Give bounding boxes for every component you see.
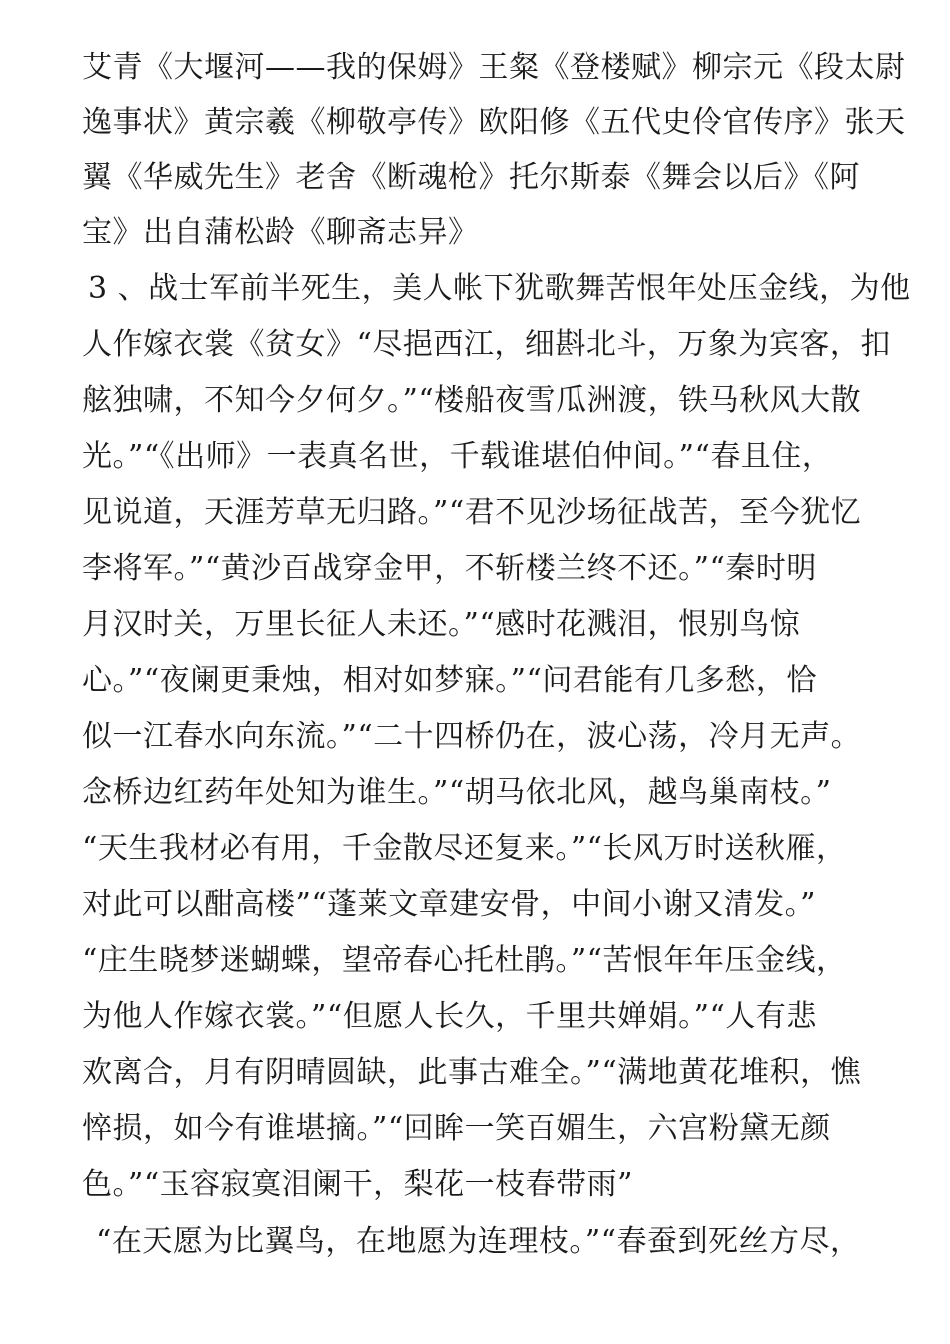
text-line-1: 艾青《大堰河——我的保姆》王粲《登楼赋》柳宗元《段太尉 — [82, 50, 906, 85]
text-line-15: “天生我材必有用，千金散尽还复来。”“长风万时送秋雁， — [82, 831, 847, 866]
text-line-18: 为他人作嫁衣裳。”“但愿人长久，千里共婵娟。”“人有悲 — [82, 999, 817, 1034]
text-line-16: 对此可以酣高楼”“蓬莱文章建安骨，中间小谢又清发。” — [82, 887, 817, 922]
text-line-10: 李将军。”“黄沙百战穿金甲，不斩楼兰终不还。”“秦时明 — [82, 551, 817, 586]
text-line-8: 光。”“《出师》一表真名世，千载谁堪伯仲间。”“春且住， — [82, 439, 833, 474]
text-line-14: 念桥边红药年处知为谁生。”“胡马依北风，越鸟巢南枝。” — [82, 775, 832, 810]
text-line-19: 欢离合，月有阴晴圆缺，此事古难全。”“满地黄花堆积，憔 — [82, 1055, 862, 1090]
text-line-7: 舷独啸，不知今夕何夕。”“楼船夜雪瓜洲渡，铁马秋风大散 — [82, 383, 862, 418]
text-line-2: 逸事状》黄宗羲《柳敬亭传》欧阳修《五代史伶官传序》张天 — [82, 105, 906, 140]
text-line-6: 人作嫁衣裳《贫女》“尽挹西江，细斟北斗，万象为宾客，扣 — [82, 327, 891, 362]
text-line-4: 宝》出自蒲松龄《聊斋志异》 — [82, 215, 479, 250]
text-line-12: 心。”“夜阑更秉烛，相对如梦寐。”“问君能有几多愁，恰 — [82, 663, 817, 698]
text-line-20: 悴损，如今有谁堪摘。”“回眸一笑百媚生，六宫粉黛无颜 — [82, 1111, 831, 1146]
text-line-21: 色。”“玉容寂寞泪阑干，梨花一枝春带雨” — [82, 1167, 634, 1202]
text-line-11: 月汉时关，万里长征人未还。”“感时花溅泪，恨别鸟惊 — [82, 607, 801, 642]
text-line-13: 似一江春水向东流。”“二十四桥仍在，波心荡，冷月无声。 — [82, 719, 862, 754]
text-line-22: “在天愿为比翼鸟，在地愿为连理枝。”“春蚕到死丝方尽， — [96, 1224, 861, 1259]
text-line-9: 见说道，天涯芳草无归路。”“君不见沙场征战苦，至今犹忆 — [82, 495, 862, 530]
text-line-5: 3 、战士军前半死生，美人帐下犹歌舞苦恨年处压金线，为他 — [88, 271, 911, 306]
text-line-17: “庄生晓梦迷蝴蝶，望帝春心托杜鹃。”“苦恨年年压金线， — [82, 943, 847, 978]
text-line-3: 翼《华威先生》老舍《断魂枪》托尔斯泰《舞会以后》《阿 — [82, 160, 860, 195]
